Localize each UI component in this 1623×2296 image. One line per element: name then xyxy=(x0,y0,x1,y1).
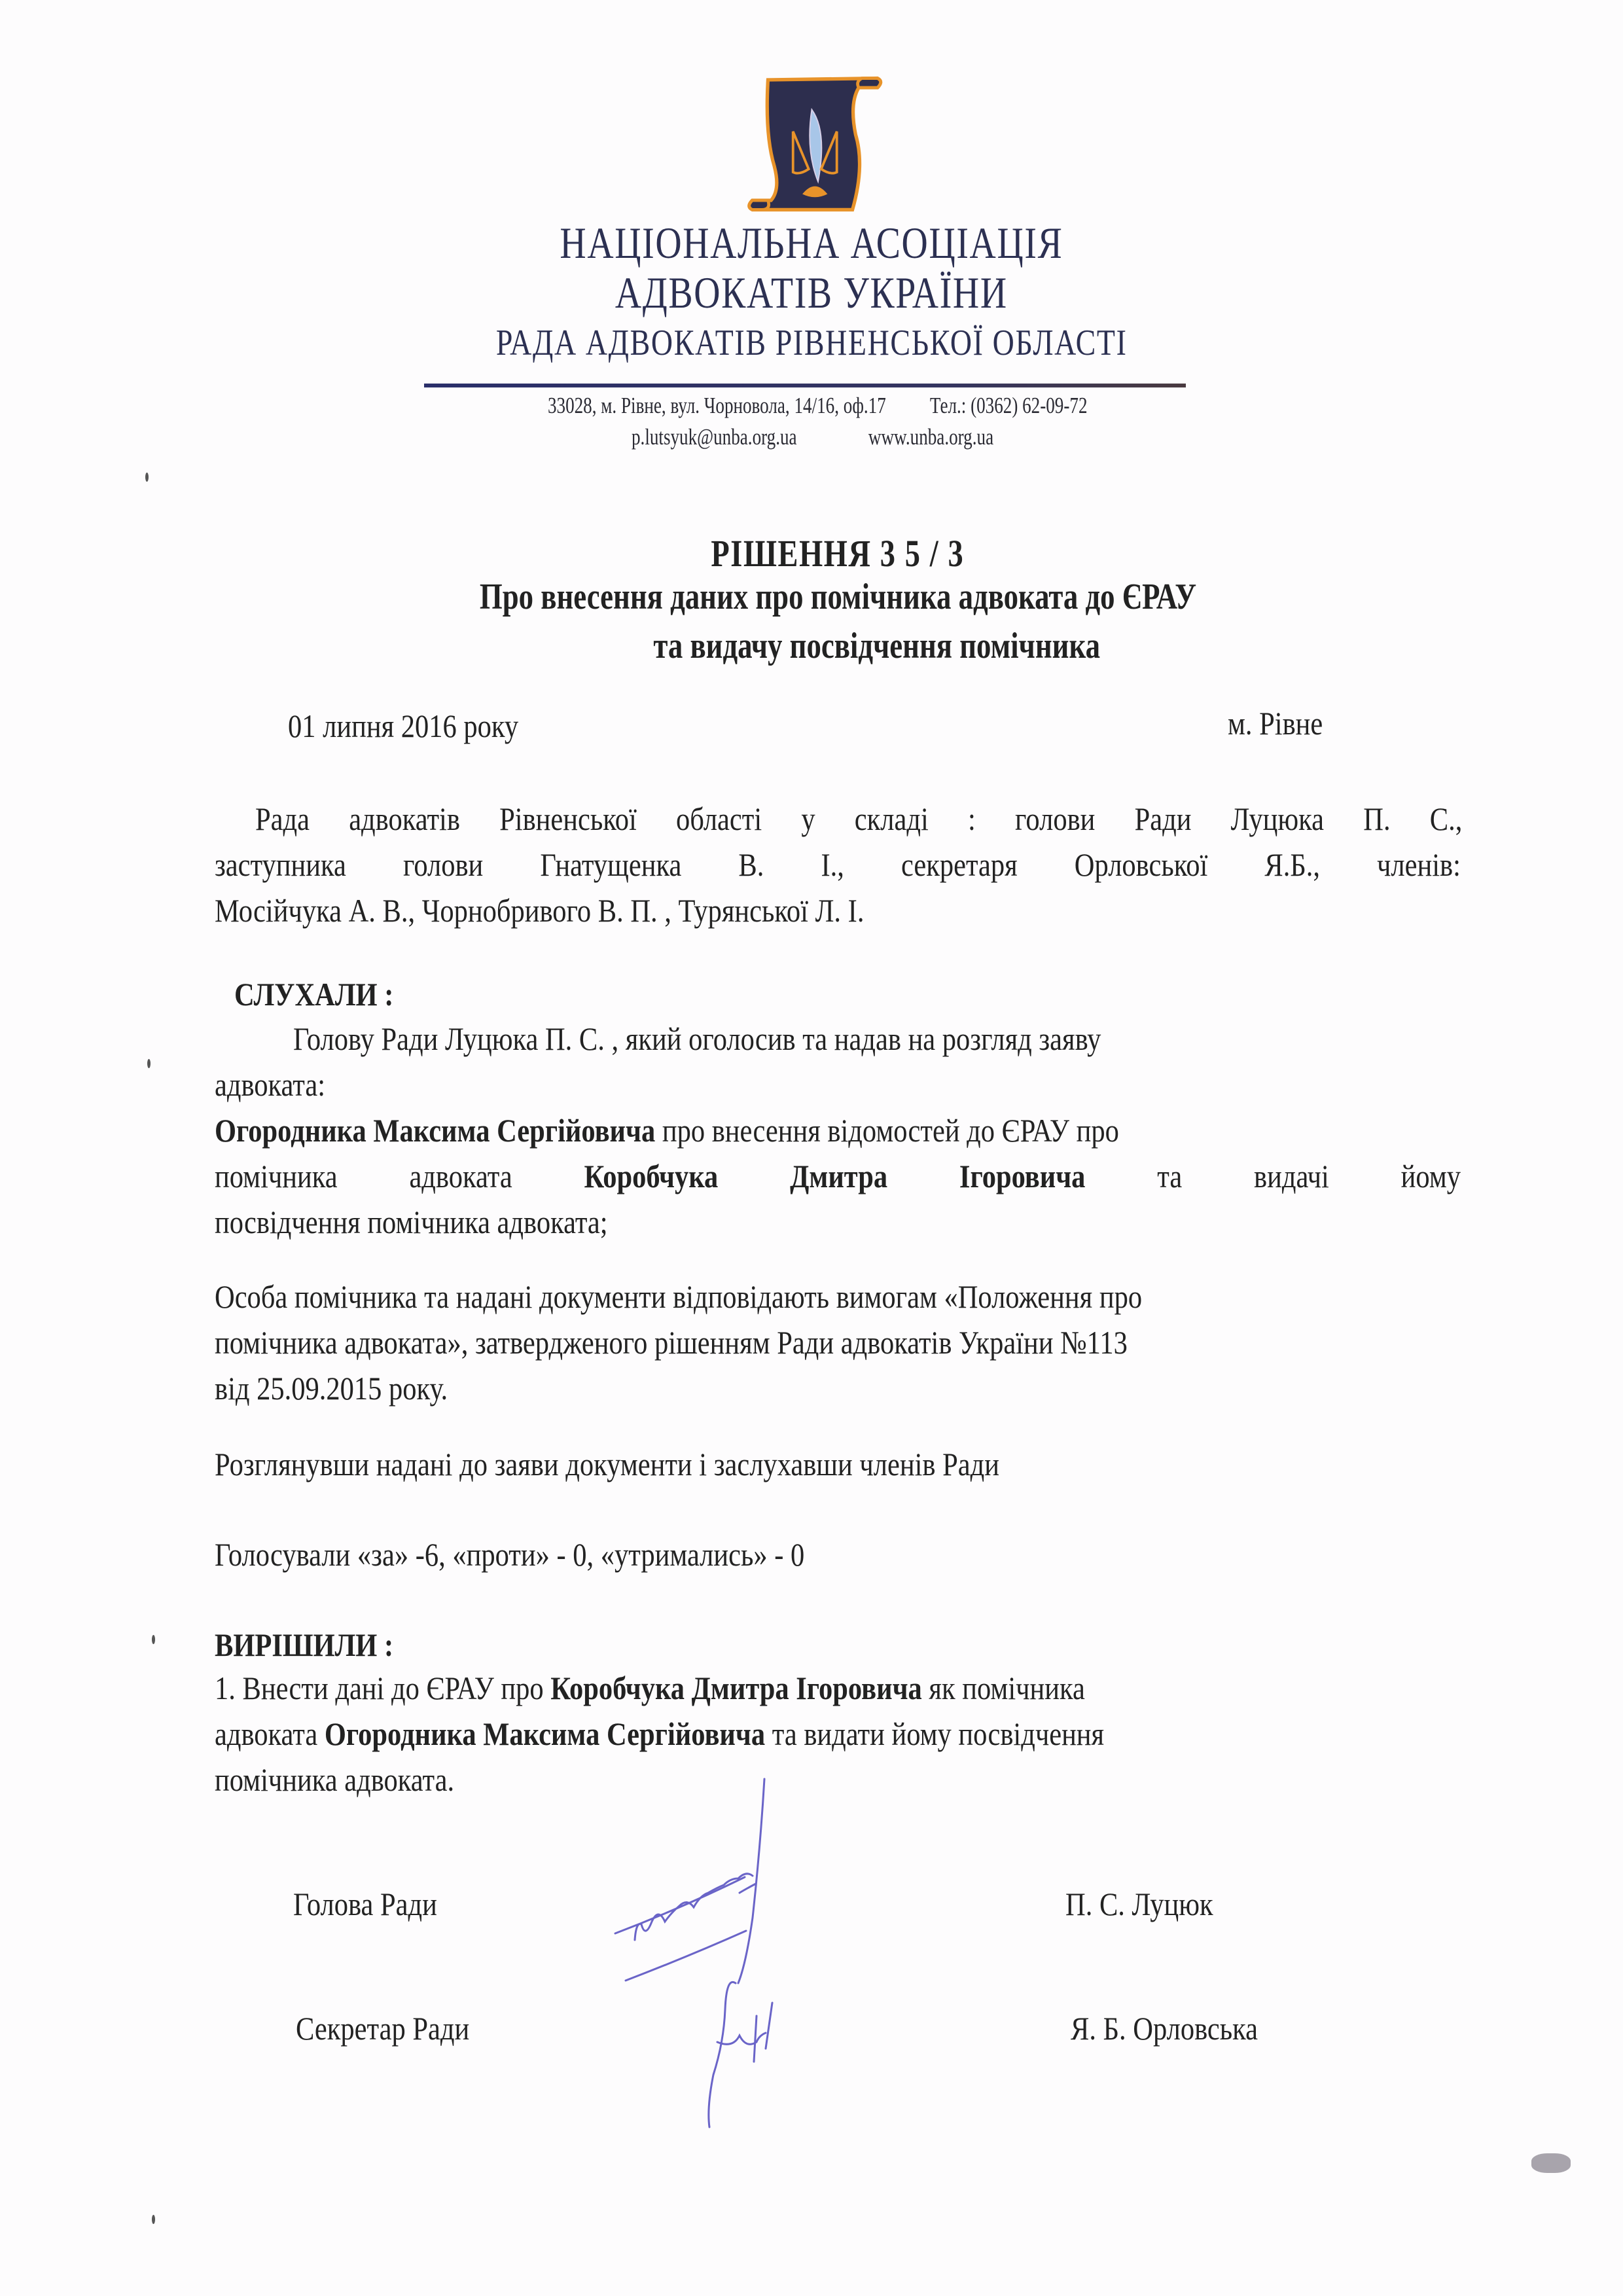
resolved-item1-line2: адвоката Огородника Максима Сергійовича та видати йому посвідчення xyxy=(215,1715,1105,1752)
considered-line: Розглянувши надані до заяви документи і заслухавши членів Ради xyxy=(215,1446,999,1482)
word: членів: xyxy=(1377,846,1461,883)
phone: Тел.: (0362) 62-09-72 xyxy=(930,393,1088,418)
org-subdivision: РАДА АДВОКАТІВ РІВНЕНСЬКОЇ ОБЛАСТІ xyxy=(495,323,1128,363)
composition-line2 xyxy=(215,846,1461,884)
compliance-line2: помічника адвоката», затвердженого рішенням Ради адвокатів України №113 xyxy=(215,1324,1128,1361)
scan-speck xyxy=(152,2215,155,2224)
advocate-name: Огородника Максима Сергійовича xyxy=(215,1112,656,1149)
compliance-line1: Особа помічника та надані документи відповідають вимогам «Положення про xyxy=(215,1278,1143,1315)
scan-speck xyxy=(145,473,149,482)
word: адвокатів xyxy=(349,800,460,837)
word: Ради xyxy=(1134,800,1192,837)
word: Луцюка xyxy=(1230,800,1325,837)
word: голови xyxy=(402,846,484,883)
contact-address-line xyxy=(0,393,1623,419)
decision-subject-line1: Про внесення даних про помічника адвоката до ЄРАУ xyxy=(479,577,1196,617)
word: Дмитра xyxy=(790,1158,888,1194)
word: Орловської xyxy=(1074,846,1208,883)
heard-heading: СЛУХАЛИ : xyxy=(234,976,394,1013)
address: 33028, м. Рівне, вул. Чорновола, 14/16, оф.17 xyxy=(548,393,887,418)
scan-speck xyxy=(152,1635,155,1644)
decision-place: м. Рівне xyxy=(1228,705,1323,742)
word: С., xyxy=(1429,800,1463,837)
word: секретаря xyxy=(901,846,1018,883)
heard-line1: Голову Ради Луцюка П. С. , який оголосив та надав на розгляд заяву xyxy=(293,1020,1101,1057)
scan-stain xyxy=(1531,2153,1571,2173)
word: Рада xyxy=(255,800,310,837)
email-link[interactable]: p.lutsyuk@unba.org.ua xyxy=(632,424,798,450)
word: у xyxy=(801,800,815,837)
word: помічника xyxy=(215,1158,338,1194)
org-name-line2: АДВОКАТІВ УКРАЇНИ xyxy=(615,268,1008,317)
resolved-item1-line1: 1. Внести дані до ЄРАУ про Коробчука Дмитра Ігоровича як помічника xyxy=(215,1670,1085,1706)
word: Коробчука xyxy=(584,1158,719,1194)
contact-web-line xyxy=(0,424,1623,450)
signature-role-secretary: Секретар Ради xyxy=(296,2010,470,2047)
org-name-line1: НАЦІОНАЛЬНА АСОЦІАЦІЯ xyxy=(560,218,1063,268)
word: П. xyxy=(1363,800,1391,837)
word: видачі xyxy=(1254,1158,1329,1194)
heard-line2: адвоката: xyxy=(215,1066,326,1103)
word: : xyxy=(968,800,976,837)
scan-speck xyxy=(147,1059,151,1068)
website-link[interactable]: www.unba.org.ua xyxy=(868,424,994,450)
advocate-name: Огородника Максима Сергійовича xyxy=(324,1715,766,1752)
word: Ігоровича xyxy=(959,1158,1086,1194)
secretary-signature-icon xyxy=(694,1970,825,2140)
word: Гнатущенка xyxy=(540,846,682,883)
heard-line4 xyxy=(215,1157,1461,1195)
resolved-heading: ВИРІШИЛИ : xyxy=(215,1626,394,1663)
letterhead-rule xyxy=(424,384,1186,387)
word: заступника xyxy=(215,846,346,883)
word: складі xyxy=(854,800,929,837)
word: йому xyxy=(1400,1158,1461,1194)
signature-role-chair: Голова Ради xyxy=(293,1886,437,1922)
composition-line3: Мосійчука А. В., Чорнобривого В. П. , Турянської Л. І. xyxy=(215,892,865,929)
decision-subject-line2: та видачу посвідчення помічника xyxy=(653,626,1101,666)
decision-date: 01 липня 2016 року xyxy=(288,708,519,744)
word: області xyxy=(675,800,762,837)
resolved-item1-line3: помічника адвоката. xyxy=(215,1761,455,1798)
decision-title: РІШЕННЯ 3 5 / 3 xyxy=(711,532,965,575)
assistant-name: Коробчука Дмитра Ігоровича xyxy=(550,1670,922,1706)
word: адвоката xyxy=(409,1158,512,1194)
word: Я.Б., xyxy=(1264,846,1320,883)
signature-name-secretary: Я. Б. Орловська xyxy=(1071,2010,1258,2047)
heard-line3: Огородника Максима Сергійовича про внесення відомостей до ЄРАУ про xyxy=(215,1112,1119,1149)
word: Рівненської xyxy=(499,800,637,837)
compliance-line3: від 25.09.2015 року. xyxy=(215,1370,448,1407)
word: та xyxy=(1157,1158,1183,1194)
heard-line5: посвідчення помічника адвоката; xyxy=(215,1204,608,1240)
word: І., xyxy=(821,846,844,883)
vote-result: Голосували «за» -6, «проти» - 0, «утримались» - 0 xyxy=(215,1536,805,1573)
signature-name-chair: П. С. Луцюк xyxy=(1065,1886,1213,1922)
scroll-quill-trident-icon xyxy=(740,72,897,216)
composition-line1 xyxy=(255,800,1463,838)
word: В. xyxy=(738,846,764,883)
word: голови xyxy=(1015,800,1096,837)
